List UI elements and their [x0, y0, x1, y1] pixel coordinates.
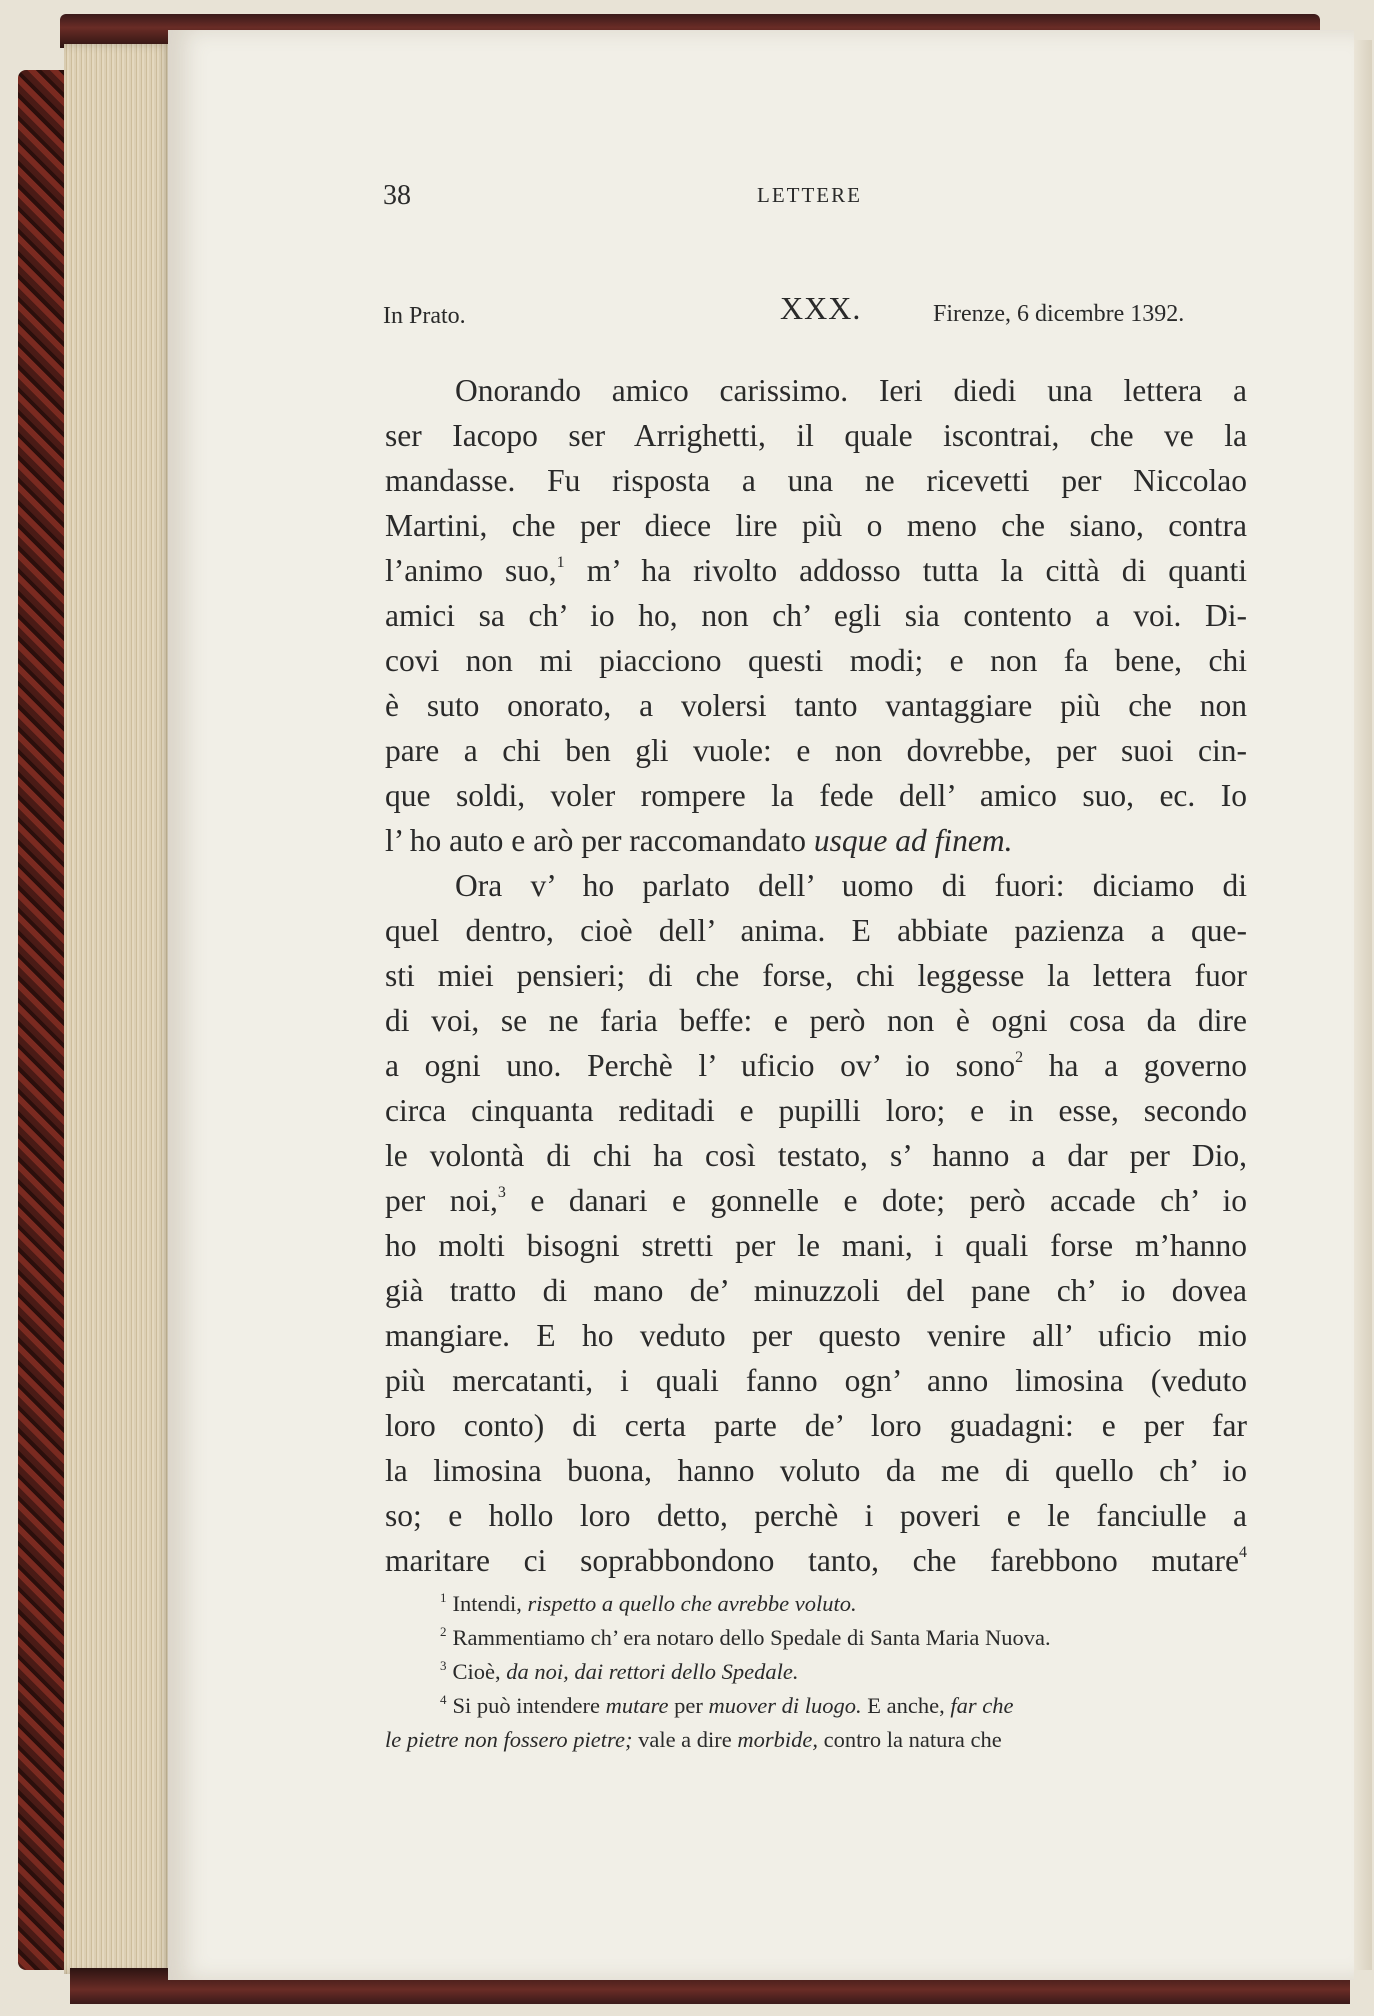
footnote-4-continued: [385, 1723, 1247, 1757]
body-line: la limosina buona, hanno voluto da me di quello ch’ io: [385, 1453, 1247, 1488]
footnote-number: 1: [440, 1590, 447, 1605]
body-text: m’ ha rivolto addosso tutta la città di quanti: [564, 553, 1247, 588]
footnote-mark: 2: [1015, 1049, 1024, 1066]
body-line: più mercatanti, i quali fanno ogn’ anno limosina (veduto: [385, 1363, 1247, 1398]
body-line: loro conto) di certa parte de’ loro guadagni: e per far: [385, 1408, 1247, 1443]
footnote-text: per: [668, 1693, 709, 1718]
footnotes: [385, 1587, 1247, 1757]
page-number: 38: [383, 180, 411, 211]
body-text: a ogni uno. Perchè l’ uficio ov’ io sono: [385, 1048, 1016, 1083]
body-line: mandasse. Fu risposta a una ne ricevetti per Niccolao: [385, 463, 1247, 498]
footnote-number: 2: [440, 1624, 447, 1639]
body-text: per noi,: [385, 1183, 498, 1218]
body-line: [385, 548, 1247, 593]
footnote-italic: rispetto a quello che avrebbe voluto.: [527, 1591, 857, 1616]
body-text: e danari e gonnelle e dote; però accade ch’ io: [505, 1183, 1247, 1218]
body-line: ho molti bisogni stretti per le mani, i quali forse m’hanno: [385, 1228, 1247, 1263]
body-line: Martini, che per diece lire più o meno che siano, contra: [385, 508, 1247, 543]
body-line: già tratto di mano de’ minuzzoli del pane ch’ io dovea: [385, 1273, 1247, 1308]
body-line: [385, 818, 1247, 863]
footnote-italic: muover di luogo.: [708, 1693, 862, 1718]
body-text: ha a governo: [1023, 1048, 1247, 1083]
running-title: LETTERE: [757, 183, 862, 207]
body-text: l’animo suo,: [385, 553, 557, 588]
body-line: di voi, se ne faria beffe: e però non è ogni cosa da dire: [385, 1003, 1247, 1038]
footnote-text: Si può intendere: [452, 1693, 606, 1718]
body-line: sti miei pensieri; di che forse, chi leggesse la lettera fuor: [385, 958, 1247, 993]
footnote-italic: morbide,: [737, 1727, 819, 1752]
body-line: covi non mi piacciono questi modi; e non fa bene, chi: [385, 643, 1247, 678]
body-line: pare a chi ben gli vuole: e non dovrebbe, per suoi cin-: [385, 733, 1247, 768]
letter-dateline: Firenze, 6 dicembre 1392.: [933, 301, 1185, 327]
letter-destination: In Prato.: [383, 303, 466, 329]
footnote-1: [385, 1587, 1247, 1621]
body-line: [385, 1538, 1247, 1583]
letter-number: XXX.: [780, 290, 862, 326]
body-line: le volontà di chi ha così testato, s’ hanno a dar per Dio,: [385, 1138, 1247, 1173]
body-line: [385, 1043, 1247, 1088]
body-line: è suto onorato, a volersi tanto vantaggiare più che non: [385, 688, 1247, 723]
body-text: maritare ci soprabbondono tanto, che farebbono mutare: [385, 1543, 1239, 1578]
footnote-text: Rammentiamo ch’ era notaro dello Spedale di Santa Maria Nuova.: [452, 1625, 1051, 1650]
body-italic: usque ad finem.: [813, 823, 1013, 858]
footnote-text: Intendi,: [452, 1591, 528, 1616]
body-line: circa cinquanta reditadi e pupilli loro; e in esse, secondo: [385, 1093, 1247, 1128]
page-edges: [64, 44, 172, 1974]
footnote-text: vale a dire: [632, 1727, 738, 1752]
footnote-italic: mutare: [605, 1693, 669, 1718]
body-text: l’ ho auto e arò per raccomandato: [385, 823, 814, 858]
footnote-2: [385, 1621, 1247, 1655]
body-line: ser Iacopo ser Arrighetti, il quale iscontrai, che ve la: [385, 418, 1247, 453]
book-spine: [18, 70, 70, 1970]
body-line: Onorando amico carissimo. Ieri diedi una lettera a: [455, 373, 1247, 408]
footnote-mark: 3: [497, 1184, 506, 1201]
footnote-text: Cioè,: [452, 1659, 507, 1684]
footnote-text: E anche,: [861, 1693, 951, 1718]
body-line: que soldi, voler rompere la fede dell’ amico suo, ec. Io: [385, 778, 1247, 813]
footnote-italic: le pietre non fossero pietre;: [385, 1727, 633, 1752]
footnote-mark: 1: [556, 554, 565, 571]
body-line: Ora v’ ho parlato dell’ uomo di fuori: diciamo di: [455, 868, 1247, 903]
body-line: so; e hollo loro detto, perchè i poveri e le fanciulle a: [385, 1498, 1247, 1533]
footnote-mark: 4: [1239, 1544, 1247, 1561]
footnote-italic: da noi, dai rettori dello Spedale.: [506, 1659, 799, 1684]
body-line: mangiare. E ho veduto per questo venire all’ uficio mio: [385, 1318, 1247, 1353]
footnote-3: [385, 1655, 1247, 1689]
page-right-edge: [1352, 40, 1372, 1970]
footnote-italic: far che: [950, 1693, 1014, 1718]
footnote-number: 3: [440, 1658, 447, 1673]
footnote-4: [385, 1689, 1247, 1723]
body-line: quel dentro, cioè dell’ anima. E abbiate pazienza a que-: [385, 913, 1247, 948]
body-line: [385, 1178, 1247, 1223]
footnote-number: 4: [440, 1692, 447, 1707]
body-line: amici sa ch’ io ho, non ch’ egli sia contento a voi. Di-: [385, 598, 1247, 633]
letter-body: [385, 368, 1247, 1583]
footnote-text: contro la natura che: [818, 1727, 1002, 1752]
